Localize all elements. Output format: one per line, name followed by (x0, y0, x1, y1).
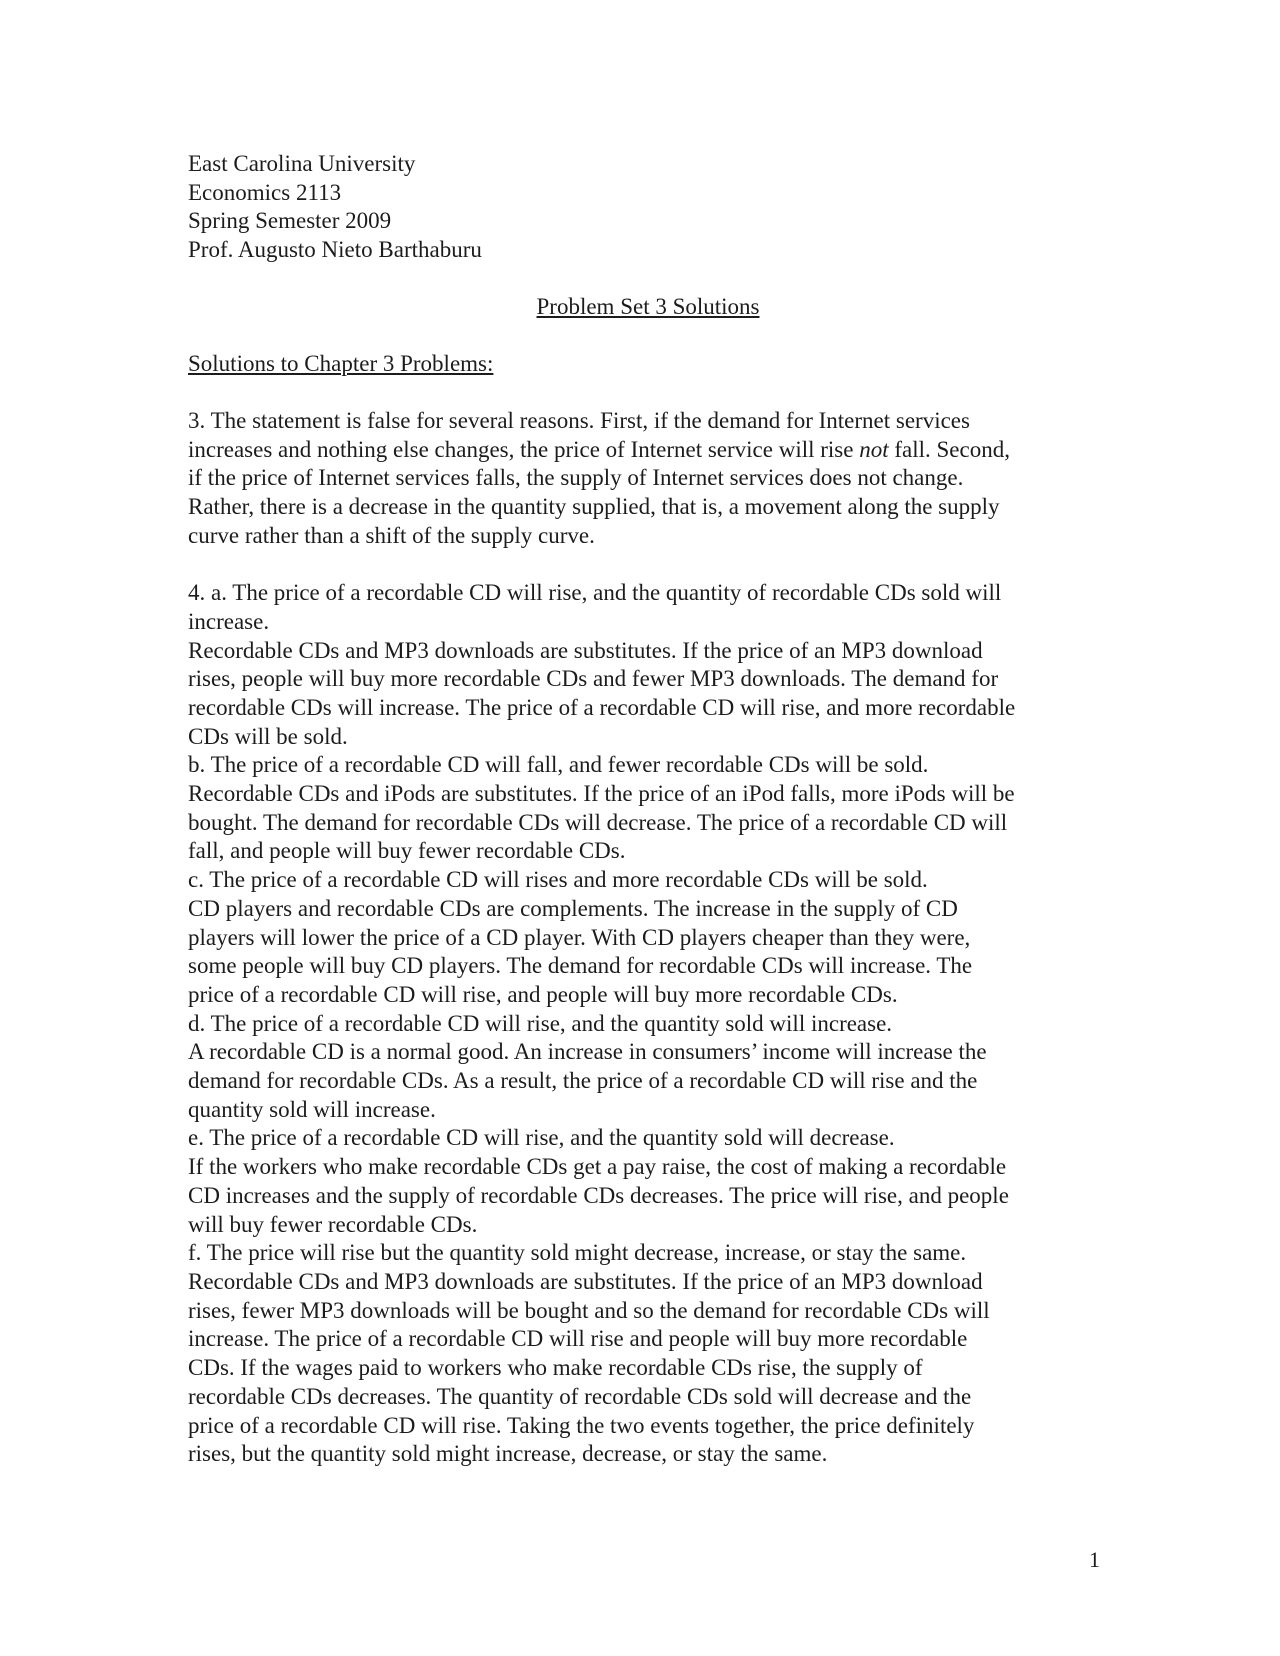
problem-4-line: b. The price of a recordable CD will fall, and fewer recordable CDs will be sold. (188, 752, 929, 778)
problem-4-line: increase. (188, 608, 270, 634)
section-heading: Solutions to Chapter 3 Problems: (188, 350, 494, 376)
text-run: fall. Second, (888, 436, 1010, 462)
problem-4-line: CD players and recordable CDs are complements. The increase in the supply of CD (188, 895, 958, 921)
problem-4-line: recordable CDs will increase. The price of a recordable CD will rise, and more recordable (188, 694, 1016, 720)
problem-4-line: Recordable CDs and iPods are substitutes. If the price of an iPod falls, more iPods will be (188, 781, 1015, 807)
text-run: increases and nothing else changes, the price of Internet service will rise (188, 436, 860, 462)
problem-4-line: c. The price of a recordable CD will rises and more recordable CDs will be sold. (188, 867, 928, 893)
problem-3-line: if the price of Internet services falls, the supply of Internet services does not change. (188, 465, 964, 491)
problem-3-line (188, 436, 1108, 465)
problem-4-line: A recordable CD is a normal good. An increase in consumers’ income will increase the (188, 1039, 987, 1065)
problem-4-line: will buy fewer recordable CDs. (188, 1211, 478, 1237)
problem-4-line: players will lower the price of a CD player. With CD players cheaper than they were, (188, 924, 971, 950)
header-semester: Spring Semester 2009 (188, 208, 392, 234)
problem-4-line: CDs. If the wages paid to workers who make recordable CDs rise, the supply of (188, 1355, 923, 1381)
problem-4-line: d. The price of a recordable CD will rise, and the quantity sold will increase. (188, 1010, 893, 1036)
problem-3-line: Rather, there is a decrease in the quantity supplied, that is, a movement along the supply (188, 494, 1000, 520)
course-header (188, 150, 1108, 265)
problem-3-line: curve rather than a shift of the supply curve. (188, 522, 595, 548)
document-title: Problem Set 3 Solutions (536, 293, 760, 319)
problem-4-line: rises, fewer MP3 downloads will be bought and so the demand for recordable CDs will (188, 1297, 990, 1323)
problem-4-line: Recordable CDs and MP3 downloads are substitutes. If the price of an MP3 download (188, 637, 983, 663)
problem-4-line: Recordable CDs and MP3 downloads are substitutes. If the price of an MP3 download (188, 1268, 983, 1294)
problem-4-line: price of a recordable CD will rise. Taking the two events together, the price definitely (188, 1412, 975, 1438)
problem-4-line: If the workers who make recordable CDs get a pay raise, the cost of making a recordable (188, 1154, 1007, 1180)
problem-4-line: recordable CDs decreases. The quantity of recordable CDs sold will decrease and the (188, 1383, 972, 1409)
problem-4-line: e. The price of a recordable CD will rise, and the quantity sold will decrease. (188, 1125, 895, 1151)
header-professor: Prof. Augusto Nieto Barthaburu (188, 237, 482, 263)
problem-4-line: rises, people will buy more recordable CDs and fewer MP3 downloads. The demand for (188, 666, 999, 692)
problem-3 (188, 407, 1108, 551)
problem-4 (188, 579, 1108, 1469)
problem-4-line: some people will buy CD players. The demand for recordable CDs will increase. The (188, 953, 973, 979)
problem-3-line: 3. The statement is false for several reasons. First, if the demand for Internet services (188, 407, 970, 433)
problem-4-line: demand for recordable CDs. As a result, the price of a recordable CD will rise and the (188, 1068, 978, 1094)
header-university: East Carolina University (188, 151, 416, 176)
problem-4-line: CD increases and the supply of recordable CDs decreases. The price will rise, and people (188, 1182, 1009, 1208)
problem-4-line: f. The price will rise but the quantity sold might decrease, increase, or stay the same. (188, 1240, 967, 1266)
emphasis-text: not (859, 436, 889, 462)
problem-4-line: quantity sold will increase. (188, 1096, 436, 1122)
problem-4-line: CDs will be sold. (188, 723, 348, 749)
problem-4-line: price of a recordable CD will rise, and people will buy more recordable CDs. (188, 981, 898, 1007)
problem-4-line: rises, but the quantity sold might increase, decrease, or stay the same. (188, 1441, 828, 1467)
page-number: 1 (1089, 1547, 1100, 1572)
problem-4-line: 4. a. The price of a recordable CD will rise, and the quantity of recordable CDs sold will (188, 580, 1002, 606)
page-content (188, 150, 1108, 1469)
problem-4-line: increase. The price of a recordable CD will rise and people will buy more recordable (188, 1326, 968, 1352)
problem-4-line: bought. The demand for recordable CDs will decrease. The price of a recordable CD will (188, 809, 1008, 835)
problem-4-line: fall, and people will buy fewer recordable CDs. (188, 838, 626, 864)
header-course: Economics 2113 (188, 179, 342, 205)
